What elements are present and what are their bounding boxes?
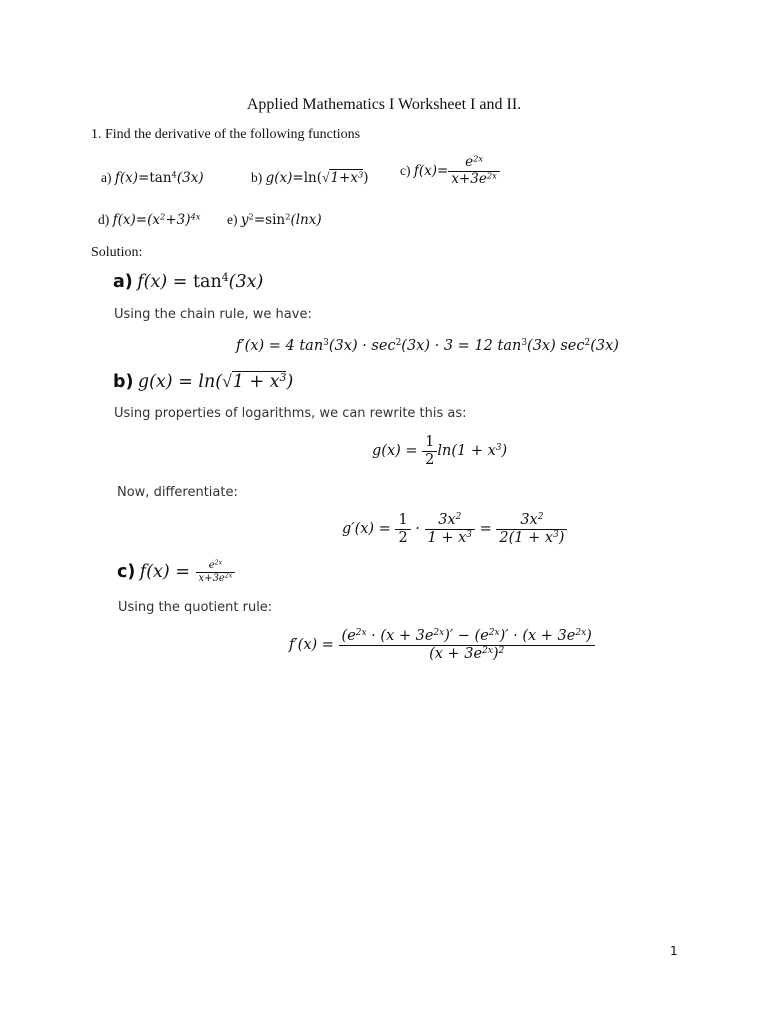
question-text: 1. Find the derivative of the following functions (91, 127, 361, 142)
solution-c-equation: f′(x) = $\frac{(e^{2x} \cdot (x + 3e^{2x})' - (e^{2x})' \cdot (x + 3e^{2x})}{(x + 3e^{2x})^2}$ (289, 628, 595, 662)
solution-c-text: Using the quotient rule: (118, 600, 273, 615)
problem-a: a) $f(x)=\tan^4(3x)$ (101, 169, 204, 186)
solution-b-text-2: Now, differentiate: (117, 485, 238, 500)
solution-c-heading: c) f(x) = $\frac{e^{2x}}{x+3e^{2x}}$ (117, 560, 235, 584)
solution-a-equation: f′(x) = 4 $\tan^3(3x) \cdot \sec^2(3x) \cdot 3 = 12$ $\tan^3(3x)$ $\sec^2(3x)$ (236, 338, 619, 354)
solution-label: Solution: (91, 245, 143, 260)
solution-b-equation-2: g′(x) = $\frac{1}{2}$ · $\frac{3x^2}{1 + x^3}$ = $\frac{3x^2}{2(1 + x^3)}$ (342, 512, 567, 546)
page-title: Applied Mathematics I Worksheet I and II. (246, 96, 522, 113)
solution-b-text-1: Using properties of logarithms, we can rewrite this as: (114, 406, 467, 421)
solution-a-text: Using the chain rule, we have: (114, 307, 312, 322)
problem-e: e) $y^2=\sin^2(\ln x)$ (227, 211, 322, 228)
problem-d: d) $f(x)=(x^2+3)^{4x}$ (98, 211, 201, 228)
problem-b: b) $g(x)=\ln(√1+x^3)$ (251, 169, 369, 186)
solution-a-heading: a) $f(x) = \tan^4(3x)$ (113, 271, 264, 292)
solution-b-heading: b) $g(x) = \ln(√1 + x^3)$ (113, 371, 294, 392)
page-number: 1 (670, 944, 678, 958)
problem-c: c) f(x)= $\frac{e^{2x}}{x+3e^{2x}}$ (400, 155, 500, 187)
solution-b-equation-1: g(x) = $\frac{1}{2}$ $\ln(1 + x^3)$ (372, 434, 508, 468)
